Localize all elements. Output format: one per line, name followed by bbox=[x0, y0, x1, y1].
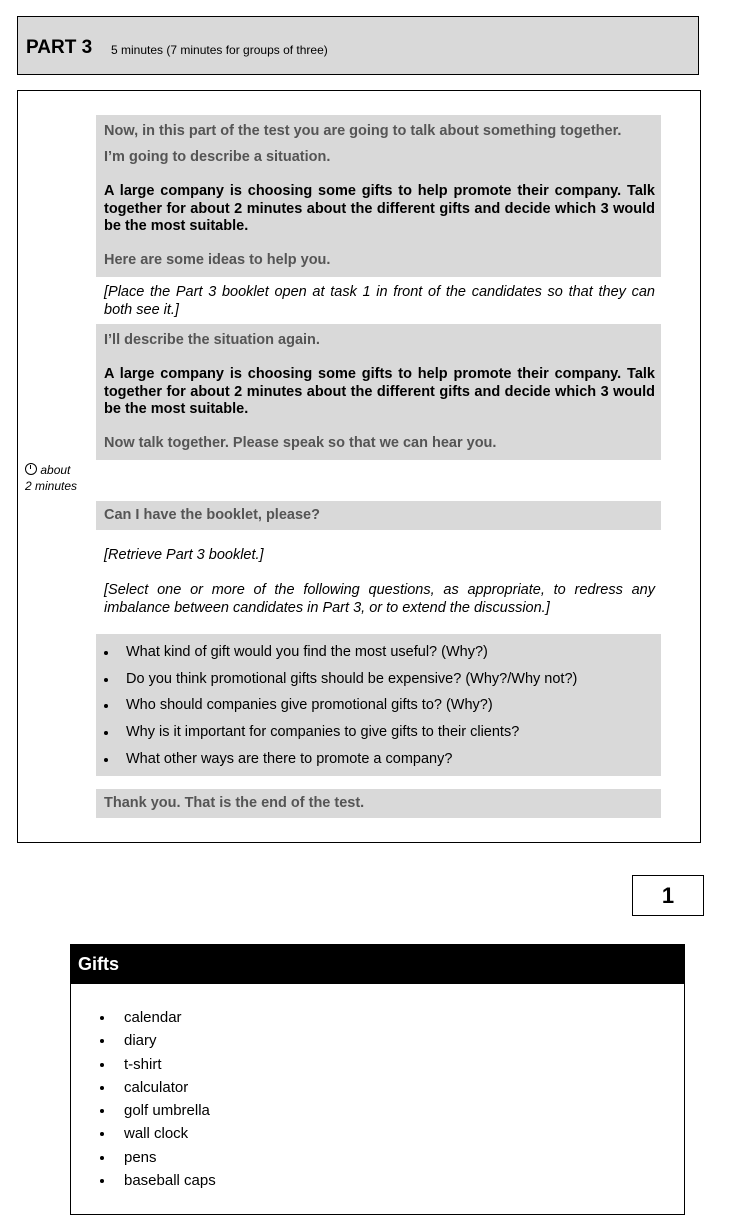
timer-duration: 2 minutes bbox=[25, 479, 78, 493]
situation-text: A large company is choosing some gifts to help promote their company. Talk together for about 2 minutes about the different gifts and decide which 3 would be the most suitable. bbox=[104, 183, 655, 234]
retrieve-note: [Retrieve Part 3 booklet.] bbox=[104, 547, 264, 563]
gifts-title: Gifts bbox=[71, 945, 684, 984]
select-questions-note: [Select one or more of the following questions, as appropriate, to redress any imbalance between candidates in Part 3, or to extend the discussion.] bbox=[104, 582, 655, 616]
part-duration: 5 minutes (7 minutes for groups of three) bbox=[111, 43, 328, 57]
part-header bbox=[17, 16, 699, 75]
timer-note bbox=[25, 462, 77, 494]
talk-now-text: Now talk together. Please speak so that we can hear you. bbox=[104, 435, 497, 451]
ideas-text: Here are some ideas to help you. bbox=[104, 252, 331, 268]
intro-line-2: I’m going to describe a situation. bbox=[104, 149, 331, 165]
end-text: Thank you. That is the end of the test. bbox=[104, 795, 365, 811]
describe-again-text: I’ll describe the situation again. bbox=[104, 332, 320, 348]
task-number: 1 bbox=[632, 875, 704, 916]
part-title: PART 3 bbox=[26, 37, 93, 58]
situation-again-text: A large company is choosing some gifts to help promote their company. Talk together for about 2 minutes about the different gifts and decide which 3 would be the most suitable. bbox=[104, 366, 655, 417]
booklet-request: Can I have the booklet, please? bbox=[104, 507, 320, 523]
intro-line-1: Now, in this part of the test you are going to talk about something together. bbox=[104, 123, 622, 139]
place-booklet-note: [Place the Part 3 booklet open at task 1 in front of the candidates so that they can both see it.] bbox=[104, 284, 655, 318]
timer-about: about bbox=[40, 463, 71, 477]
clock-icon bbox=[25, 463, 37, 475]
